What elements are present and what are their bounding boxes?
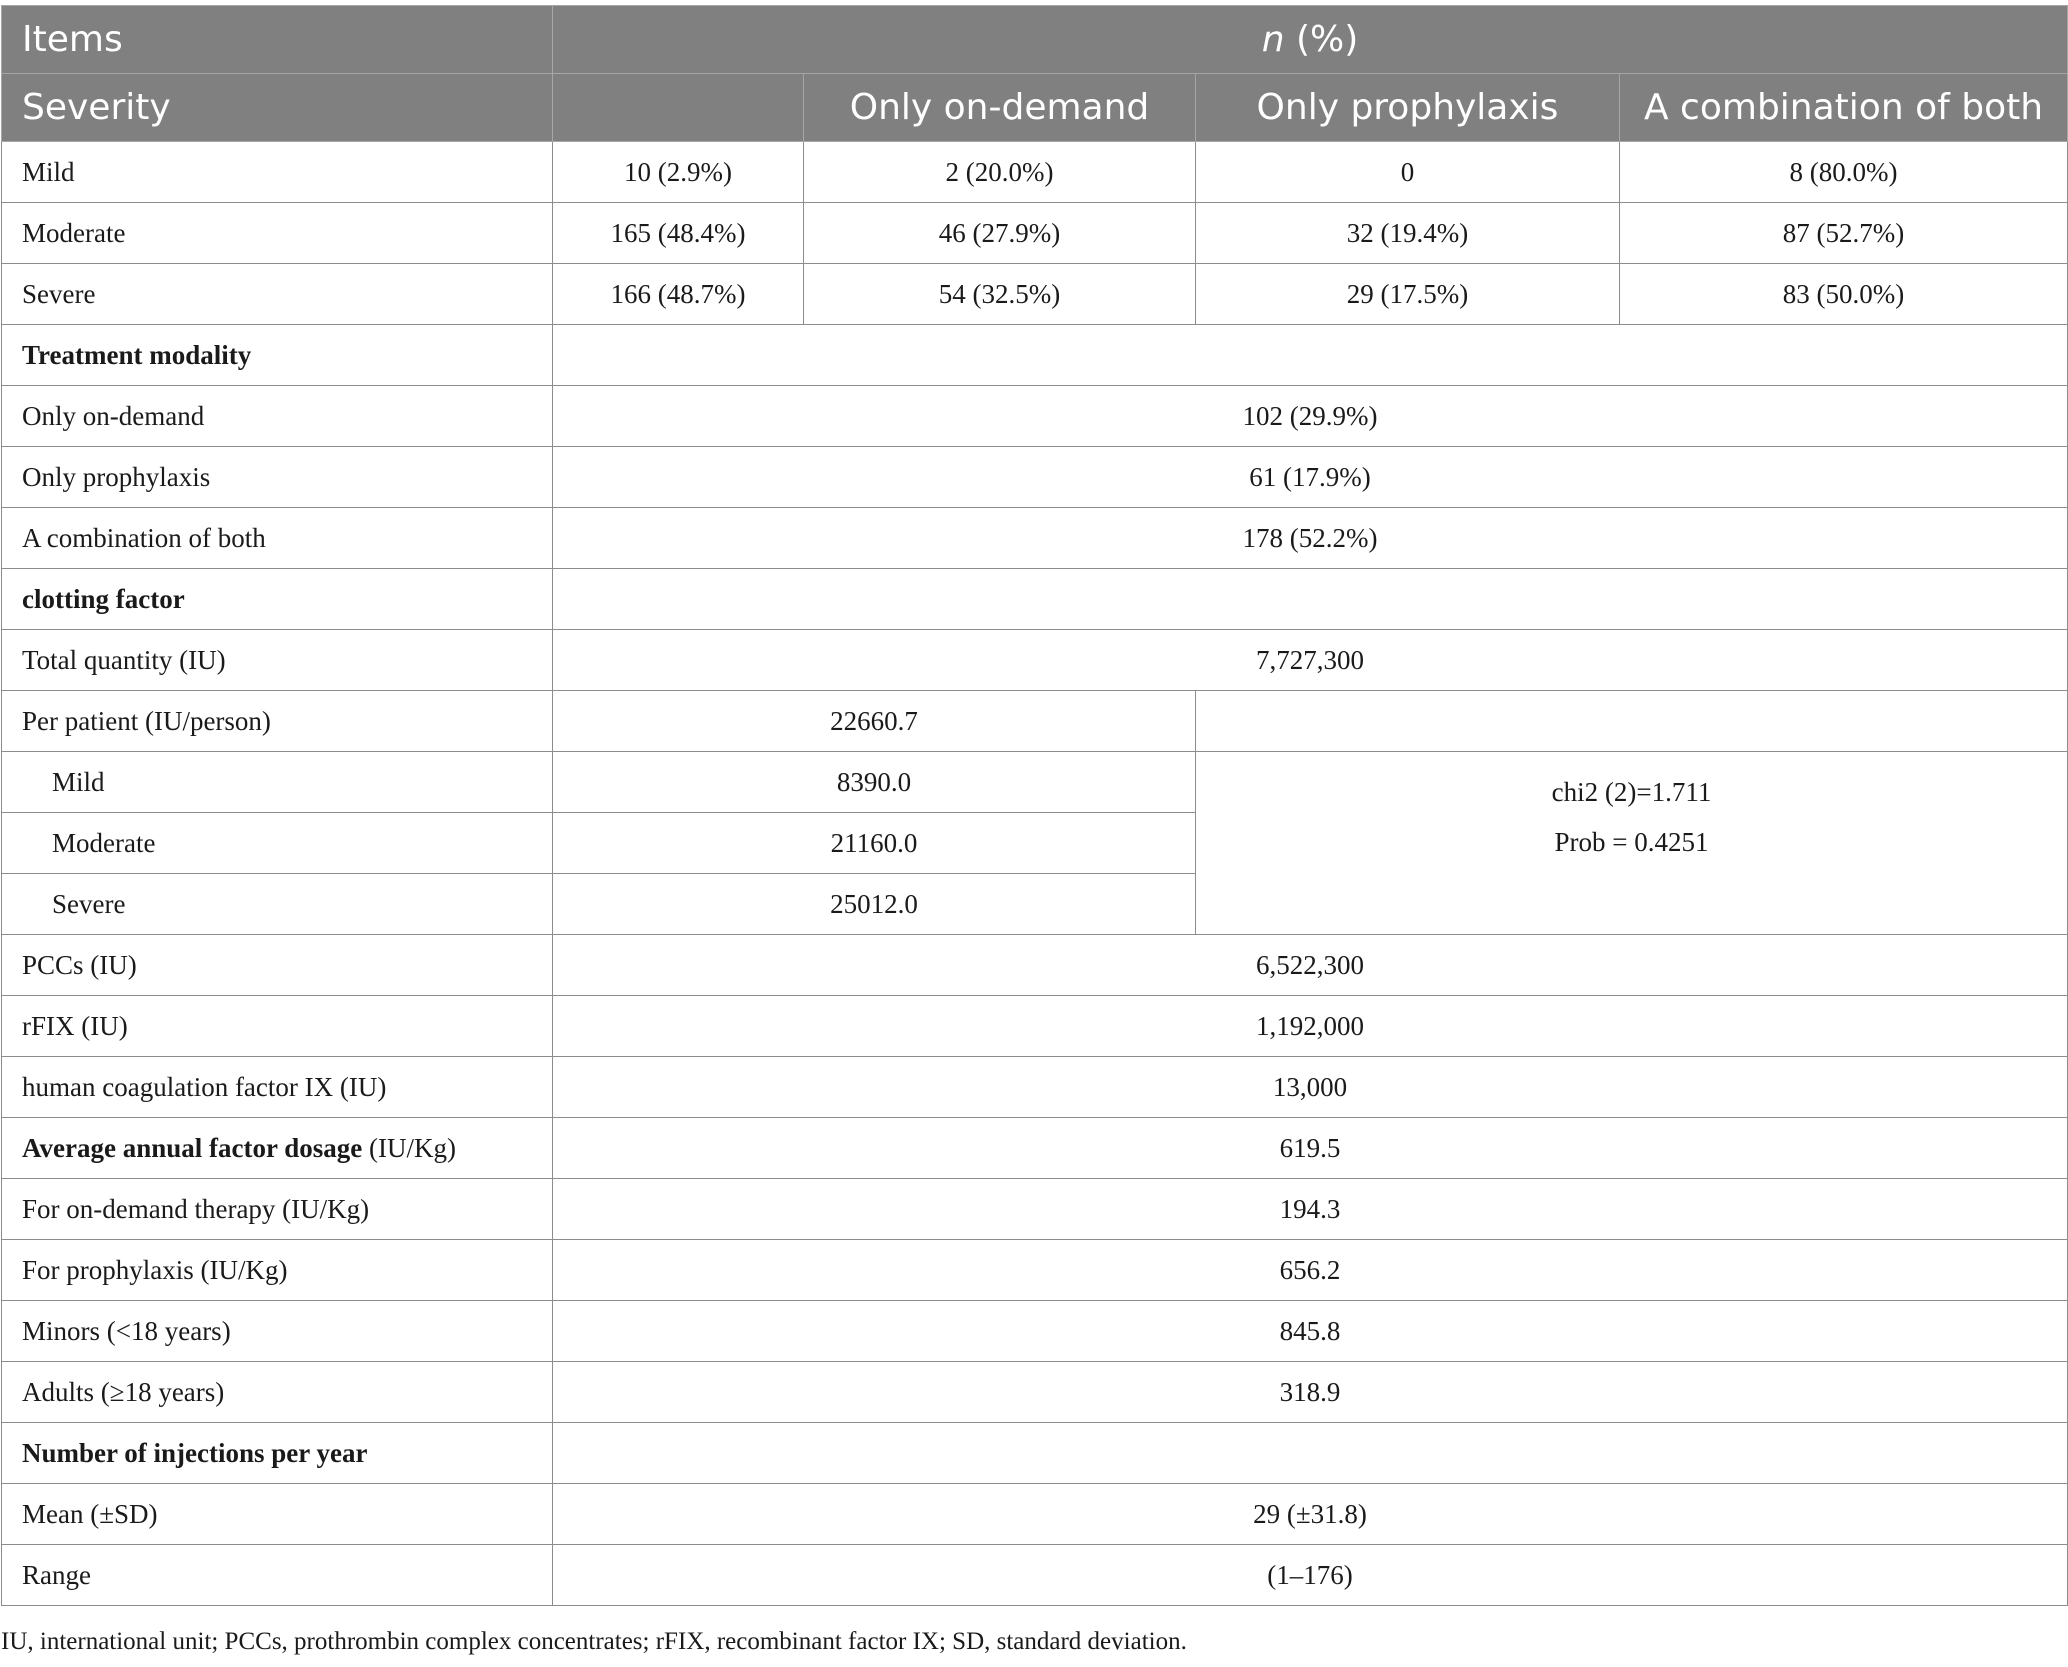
row-value: 178 (52.2%): [553, 508, 2068, 569]
row-value: 29 (±31.8): [553, 1484, 2068, 1545]
row-label: Moderate: [2, 203, 553, 264]
table-row: [2, 1362, 2068, 1423]
row-label: human coagulation factor IX (IU): [2, 1057, 553, 1118]
table-row-per-patient: [2, 691, 2068, 752]
section-row-injections: [2, 1423, 2068, 1484]
section-label-treatment: Treatment modality: [2, 325, 553, 386]
section-row-clotting: [2, 569, 2068, 630]
row-label: Adults (≥18 years): [2, 1362, 553, 1423]
table-row: [2, 508, 2068, 569]
header-combination: A combination of both: [1620, 74, 2068, 142]
row-value: 13,000: [553, 1057, 2068, 1118]
row-value: 318.9: [553, 1362, 2068, 1423]
row-value: (1–176): [553, 1545, 2068, 1606]
row-value: 1,192,000: [553, 996, 2068, 1057]
header-n-italic: n: [1261, 19, 1285, 60]
table-row: [2, 1057, 2068, 1118]
table-row-severity-moderate: [2, 203, 2068, 264]
cell-combination: 8 (80.0%): [1620, 142, 2068, 203]
section-empty-cell: [553, 569, 2068, 630]
row-value: 656.2: [553, 1240, 2068, 1301]
table-row: [2, 447, 2068, 508]
header-row-severity: [2, 74, 2068, 142]
row-value: 7,727,300: [553, 630, 2068, 691]
section-row-treatment: [2, 325, 2068, 386]
section-empty-cell: [553, 1423, 2068, 1484]
chi-square-result: [1196, 752, 2068, 935]
row-label: Severe: [2, 264, 553, 325]
cell-on-demand: 2 (20.0%): [804, 142, 1196, 203]
cell-total: 10 (2.9%): [553, 142, 804, 203]
cell-prophylaxis: 29 (17.5%): [1196, 264, 1620, 325]
table-row: [2, 996, 2068, 1057]
table-footnote: IU, international unit; PCCs, prothrombin complex concentrates; rFIX, recombinant factor IX; SD, standard deviation.: [1, 1628, 1187, 1655]
row-label: A combination of both: [2, 508, 553, 569]
table-row-total-quantity: [2, 630, 2068, 691]
table-row-severity-mild: [2, 142, 2068, 203]
table-row-range: [2, 1545, 2068, 1606]
row-label: Moderate: [2, 813, 553, 874]
header-severity: Severity: [2, 74, 553, 142]
dosage-label-bold: Average annual factor dosage: [22, 1132, 363, 1163]
row-label: Minors (<18 years): [2, 1301, 553, 1362]
row-value: 6,522,300: [553, 935, 2068, 996]
cell-on-demand: 54 (32.5%): [804, 264, 1196, 325]
cell-combination: 83 (50.0%): [1620, 264, 2068, 325]
row-label: Only on-demand: [2, 386, 553, 447]
table-row: [2, 1301, 2068, 1362]
cell-prophylaxis: 32 (19.4%): [1196, 203, 1620, 264]
header-items: Items: [2, 6, 553, 74]
section-label-injections: Number of injections per year: [2, 1423, 553, 1484]
table-row-per-patient-mild: [2, 752, 2068, 813]
row-label: Range: [2, 1545, 553, 1606]
row-label: Mild: [2, 752, 553, 813]
header-row-items: [2, 6, 2068, 74]
section-label-clotting: clotting factor: [2, 569, 553, 630]
row-value: 61 (17.9%): [553, 447, 2068, 508]
row-label: Total quantity (IU): [2, 630, 553, 691]
row-value: 845.8: [553, 1301, 2068, 1362]
row-label: PCCs (IU): [2, 935, 553, 996]
cell-total: 166 (48.7%): [553, 264, 804, 325]
header-on-demand: Only on-demand: [804, 74, 1196, 142]
row-value: 25012.0: [553, 874, 1196, 935]
table-row-mean: [2, 1484, 2068, 1545]
row-label: For prophylaxis (IU/Kg): [2, 1240, 553, 1301]
header-percent: (%): [1284, 19, 1359, 60]
row-value: 194.3: [553, 1179, 2068, 1240]
row-value: 102 (29.9%): [553, 386, 2068, 447]
table-row: [2, 1240, 2068, 1301]
cell-on-demand: 46 (27.9%): [804, 203, 1196, 264]
dosage-label-unit: (IU/Kg): [362, 1132, 456, 1163]
row-label: Mild: [2, 142, 553, 203]
table-row-severity-severe: [2, 264, 2068, 325]
header-n-percent: [553, 6, 2068, 74]
header-empty: [553, 74, 804, 142]
table-row: [2, 935, 2068, 996]
factor-consumption-table: [1, 5, 2068, 1606]
row-value: 21160.0: [553, 813, 1196, 874]
cell-prophylaxis: 0: [1196, 142, 1620, 203]
cell-total: 165 (48.4%): [553, 203, 804, 264]
row-label: Only prophylaxis: [2, 447, 553, 508]
prob-text: Prob = 0.4251: [1554, 827, 1709, 857]
table-wrapper: [1, 5, 2067, 1606]
table-row-average-dosage: [2, 1118, 2068, 1179]
row-label: Per patient (IU/person): [2, 691, 553, 752]
row-label: rFIX (IU): [2, 996, 553, 1057]
empty-cell: [1196, 691, 2068, 752]
row-label: Mean (±SD): [2, 1484, 553, 1545]
table-row: [2, 1179, 2068, 1240]
row-label: For on-demand therapy (IU/Kg): [2, 1179, 553, 1240]
chi2-text: chi2 (2)=1.711: [1551, 777, 1712, 807]
cell-combination: 87 (52.7%): [1620, 203, 2068, 264]
row-label: [2, 1118, 553, 1179]
header-prophylaxis: Only prophylaxis: [1196, 74, 1620, 142]
row-value: 22660.7: [553, 691, 1196, 752]
row-label: Severe: [2, 874, 553, 935]
table-row: [2, 386, 2068, 447]
row-value: 8390.0: [553, 752, 1196, 813]
row-value: 619.5: [553, 1118, 2068, 1179]
section-empty-cell: [553, 325, 2068, 386]
